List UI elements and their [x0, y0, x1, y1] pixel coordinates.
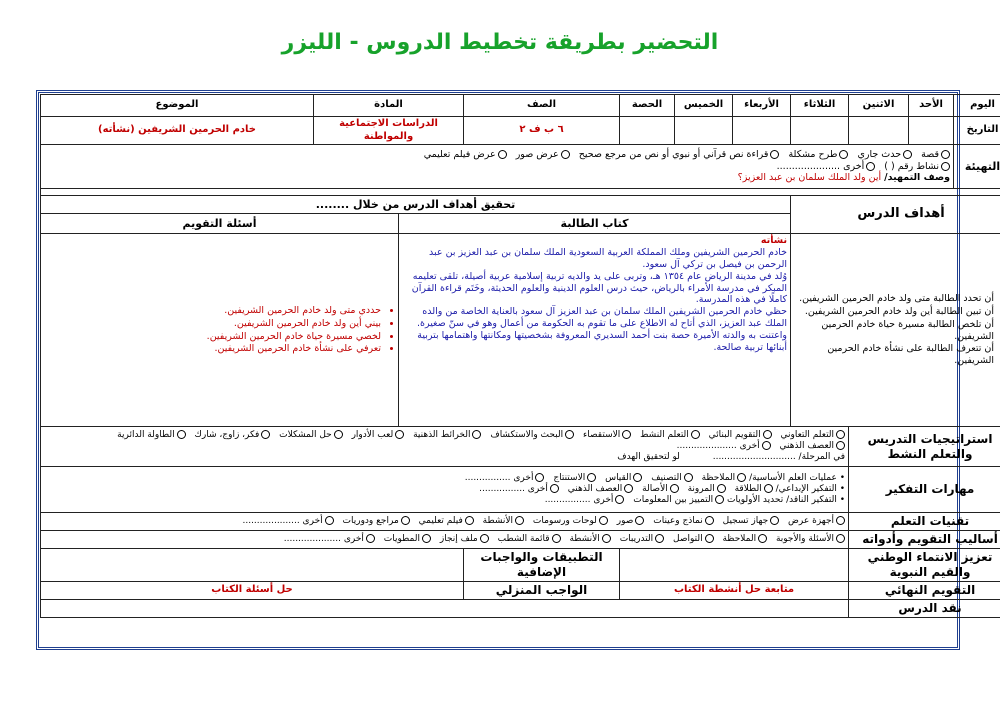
tech-option[interactable]: لوحات ورسومات	[533, 516, 608, 527]
tech-option[interactable]: الأنشطة	[483, 516, 524, 527]
page-title: التحضير بطريقة تخطيط الدروس - الليزر	[281, 30, 719, 55]
strategy-option[interactable]: العصف الذهني	[780, 441, 846, 452]
day-thursday: الخميس	[675, 95, 733, 117]
tech-option[interactable]: جهاز تسجيل	[723, 516, 780, 527]
thinking-option[interactable]: أخرى ................	[545, 495, 625, 506]
warmup-option[interactable]: قراءة نص قرآني أو نبوي أو نص من مرجع صحيح	[579, 149, 780, 161]
strategy-option[interactable]: فكر، زاوج، شارك	[194, 430, 270, 441]
final-eval-row	[41, 582, 1000, 600]
achieve-text: تحقيق أهداف الدرس من خلال ........	[41, 196, 791, 214]
lesson-plan-table	[40, 94, 1000, 618]
warmup-option[interactable]: قصة	[921, 149, 950, 161]
warmup-option[interactable]: عرض فيلم تعليمي	[424, 149, 507, 161]
intro-text: أين ولد الملك سلمان بن عبد العزيز؟	[737, 172, 882, 184]
thinking-option[interactable]: العصف الذهني	[568, 484, 634, 495]
strategy-option[interactable]: الخرائط الذهنية	[413, 430, 481, 441]
grade-header: الصف	[464, 95, 620, 117]
thinking-options: • عمليات العلم الأساسية/ الملاحظة التصنيف القياس الاستنتاج أخرى ................ • التفكير الإبداعي/ الطلاقة المرونة الأصالة العصف الذهني أخرى ................ • التفكير الناقد/ تحديد الأولويات التمييز بين المعلومات أخرى ................	[41, 467, 849, 513]
critique-label: نقد الدرس	[849, 600, 1000, 618]
thinking-option[interactable]: الاستنتاج	[553, 473, 596, 484]
strategy-stage: في المرحلة/ .............................	[712, 452, 846, 463]
objectives-label: أهداف الدرس	[791, 196, 1000, 234]
tech-option[interactable]: فيلم تعليمي	[419, 516, 474, 527]
eval-method-option[interactable]: أخرى ....................	[284, 534, 375, 545]
strategy-goal: لو لتحقيق الهدف	[617, 452, 680, 463]
objectives-header-row	[41, 196, 1000, 214]
objective-item: • أن تحدد الطالبة متى ولد خادم الحرمين الشريفين.	[794, 293, 994, 305]
homework-value: حل أسئلة الكتاب	[41, 582, 464, 600]
strategy-option[interactable]: حل المشكلات	[279, 430, 343, 441]
strategy-option[interactable]: أخرى .....................	[677, 441, 771, 452]
thinking-category: التفكير الناقد/ تحديد الأولويات	[726, 495, 837, 506]
final-eval-value: متابعة حل أنشطة الكتاب	[620, 582, 849, 600]
strategies-options	[41, 427, 849, 467]
thinking-option[interactable]: الأصالة	[642, 484, 679, 495]
student-book-label: كتاب الطالبة	[399, 214, 791, 234]
eval-methods-label: أساليب التقويم وأدواته	[849, 531, 1000, 549]
thinking-category: التفكير الإبداعي/	[775, 483, 837, 494]
eval-method-option[interactable]: قائمة الشطب	[498, 534, 561, 545]
thinking-option[interactable]: القياس	[605, 473, 642, 484]
strategies-row	[41, 427, 1000, 467]
objective-item: • أن تلخص الطالبة مسيرة حياة خادم الحرمين الشريفين.	[794, 319, 994, 343]
tech-option[interactable]: صور	[617, 516, 645, 527]
date-label: التاريخ	[954, 117, 1000, 145]
eval-method-option[interactable]: الملاحظة	[722, 534, 767, 545]
eval-method-option[interactable]: ملف إنجاز	[440, 534, 489, 545]
thinking-option[interactable]: الطلاقة	[735, 484, 773, 495]
eval-questions-list	[41, 234, 399, 427]
eval-method-option[interactable]: الأنشطة	[569, 534, 610, 545]
learning-tech-row	[41, 513, 1000, 531]
thinking-option[interactable]: الملاحظة	[702, 473, 747, 484]
day-sunday: الأحد	[909, 95, 954, 117]
topic-value: خادم الحرمين الشريفين (نشأته)	[41, 117, 314, 145]
subject-header: المادة	[314, 95, 464, 117]
warmup-label: التهيئة	[954, 145, 1000, 189]
day-tuesday: الثلاثاء	[791, 95, 849, 117]
objectives-list	[791, 234, 1000, 427]
eval-method-option[interactable]: المطويات	[384, 534, 431, 545]
subject-value: الدراسات الاجتماعية والمواطنة	[314, 117, 464, 145]
thinking-row	[41, 467, 1000, 513]
eval-question-item: • لخصي مسيرة حياة خادم الحرمين الشريفين.	[44, 331, 381, 343]
date-row	[41, 117, 1000, 145]
eval-question-item: • بيني أين ولد خادم الحرمين الشريفين.	[44, 318, 381, 330]
learning-tech-options	[41, 513, 849, 531]
thinking-category: عمليات العلم الأساسية/	[749, 472, 837, 483]
eval-method-option[interactable]: التدريبات	[620, 534, 664, 545]
topic-header: الموضوع	[41, 95, 314, 117]
tech-option[interactable]: أجهزة عرض	[788, 516, 845, 527]
intro-label: وصف التمهيد/	[884, 172, 951, 184]
strategy-option[interactable]: الطاولة الدائرية	[117, 430, 185, 441]
eval-method-option[interactable]: التواصل	[673, 534, 714, 545]
strategy-option[interactable]: التقويم البنائي	[709, 430, 772, 441]
strategy-option[interactable]: البحث والاستكشاف	[490, 430, 574, 441]
learning-tech-label: تقنيات التعلم	[849, 513, 1000, 531]
days-row	[41, 95, 1000, 117]
content-paragraph: وُلد في مدينة الرياض عام ١٣٥٤ هـ، وتربى على يد والديه تربية إسلامية عربية أصيلة، تلقى تعليمه المبكر في مدرسة الأمراء بالرياض، حيث درس العلوم الدينية والعلوم الحديثة، وخَتَم قراءة القرآن كاملًا في هذه المدرسة.	[411, 270, 788, 306]
thinking-option[interactable]: أخرى ................	[479, 484, 559, 495]
national-label: تعزيز الانتماء الوطني والقيم النبوية	[849, 549, 1000, 582]
thinking-option[interactable]: التمييز بين المعلومات	[633, 495, 724, 506]
warmup-option[interactable]: نشاط رقم ( )	[884, 161, 950, 173]
strategy-option[interactable]: التعلم التعاوني	[781, 430, 846, 441]
thinking-option[interactable]: أخرى ................	[465, 473, 545, 484]
content-heading: نشأته	[760, 235, 788, 246]
warmup-option[interactable]: طرح مشكلة	[788, 149, 848, 161]
content-paragraph: خادم الحرمين الشريفين وملك المملكة العربية السعودية الملك سلمان بن عبد العزيز بن عبد الرحمن بن فيصل بن تركي آل سعود.	[429, 246, 788, 270]
thinking-label: مهارات التفكير	[849, 467, 1000, 513]
thinking-option[interactable]: التصنيف	[651, 473, 693, 484]
day-label: اليوم	[954, 95, 1000, 117]
tech-option[interactable]: نماذج وعينات	[653, 516, 714, 527]
warmup-content	[41, 145, 954, 189]
homework-label: الواجب المنزلي	[464, 582, 620, 600]
objective-item: • أن تبين الطالبة أين ولد خادم الحرمين الشريفين.	[794, 306, 994, 318]
lesson-content	[399, 234, 791, 427]
content-paragraph: واعتنت به والدته الأميرة حصة بنت أحمد السديري المعروفة بشخصيتها ومكانتها واهتمامها بتربية أبنائها تربية صالحة.	[417, 330, 788, 353]
day-wednesday: الأربعاء	[733, 95, 791, 117]
strategies-label: استراتيجيات التدريس والتعلم النشط	[849, 427, 1000, 467]
grade-value: ٦ ب ف ٢	[464, 117, 620, 145]
eval-question-item: • تعرفي على نشأة خادم الحرمين الشريفين.	[44, 343, 381, 355]
eval-methods-options	[41, 531, 849, 549]
national-row	[41, 549, 1000, 582]
eval-methods-row	[41, 531, 1000, 549]
day-monday: الاثنين	[849, 95, 909, 117]
warmup-row	[41, 145, 1000, 189]
content-paragraph: حظي خادم الحرمين الشريفين الملك سلمان بن عبد العزيز آل سعود بالعناية الخاصة من والده الملك عبد العزيز، الذي أتاح له الاطلاع على ما تقوم به الحكومة من أعمال وهو في سنّ صغيرة.	[416, 306, 788, 330]
warmup-option[interactable]: أخرى .....................	[777, 161, 876, 173]
eval-questions-label: أسئلة التقويم	[41, 214, 399, 234]
spacer-row	[41, 189, 1000, 196]
eval-method-option[interactable]: الأسئلة والأجوبة	[776, 534, 845, 545]
tech-option[interactable]: مراجع ودوريات	[343, 516, 410, 527]
tech-option[interactable]: أخرى ....................	[242, 516, 333, 527]
strategy-option[interactable]: لعب الأدوار	[352, 430, 405, 441]
strategy-option[interactable]: التعلم النشط	[640, 430, 700, 441]
critique-row	[41, 600, 1000, 618]
apps-label: التطبيقات والواجبات الإضافية	[464, 549, 620, 582]
warmup-option[interactable]: عرض صور	[516, 149, 570, 161]
warmup-option[interactable]: حدث جاري	[858, 149, 913, 161]
objective-item: • أن تتعرف الطالبة على نشأة خادم الحرمين الشريفين.	[794, 343, 994, 367]
eval-question-item: • حددي متى ولد خادم الحرمين الشريفين.	[44, 305, 381, 317]
strategy-option[interactable]: الاستقصاء	[583, 430, 631, 441]
period-header: الحصة	[620, 95, 675, 117]
final-eval-label: التقويم النهائي	[849, 582, 1000, 600]
thinking-option[interactable]: المرونة	[688, 484, 726, 495]
content-row	[41, 234, 1000, 427]
